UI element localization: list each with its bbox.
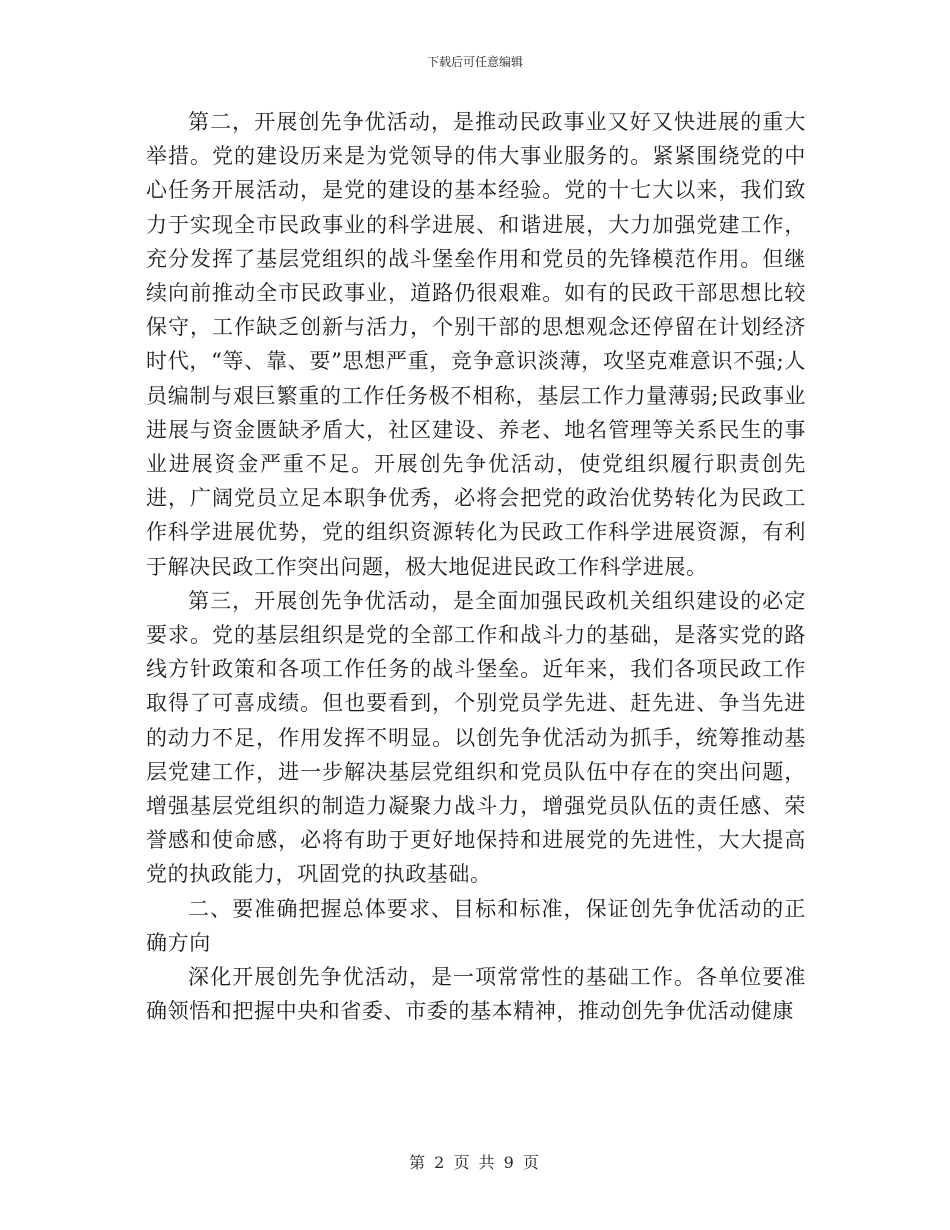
paragraph-second-point: 第二，开展创先争优活动，是推动民政事业又好又快进展的重大举措。党的建设历来是为党领导的伟大事业服务的。紧紧围绕党的中心任务开展活动，是党的建设的基本经验。党的十七大以来，我们致力于实现全市民政事业的科学进展、和谐进展，大力加强党建工作，充分发挥了基层党组织的战斗堡垒作用和党员的先锋模范作用。但继续向前推动全市民政事业，道路仍很艰难。如有的民政干部思想比较保守，工作缺乏创新与活力，个别干部的思想观念还停留在计划经济时代，“等、靠、要”思想严重，竞争意识淡薄，攻坚克难意识不强;人员编制与艰巨繁重的工作任务极不相称，基层工作力量薄弱;民政事业进展与资金匮缺矛盾大，社区建设、养老、地名管理等关系民生的事业进展资金严重不足。开展创先争优活动，使党组织履行职责创先进，广阔党员立足本职争优秀，必将会把党的政治优势转化为民政工作科学进展优势，党的组织资源转化为民政工作科学进展资源，有利于解决民政工作突出问题，极大地促进民政工作科学进展。 [146,110,806,579]
document-body [146,105,806,1028]
paragraph-section-two-intro: 深化开展创先争优活动，是一项常常性的基础工作。各单位要准确领悟和把握中央和省委、市委的基本精神，推动创先争优活动健康 [146,965,806,1024]
paragraph-third-point: 第三，开展创先争优活动，是全面加强民政机关组织建设的必定要求。党的基层组织是党的全部工作和战斗力的基础，是落实党的路线方针政策和各项工作任务的战斗堡垒。近年来，我们各项民政工作取得了可喜成绩。但也要看到，个别党员学先进、赶先进、争当先进的动力不足，作用发挥不明显。以创先争优活动为抓手，统筹推动基层党建工作，进一步解决基层党组织和党员队伍中存在的突出问题，增强基层党组织的制造力凝聚力战斗力，增强党员队伍的责任感、荣誉感和使命感，必将有助于更好地保持和进展党的先进性，大大提高党的执政能力，巩固党的执政基础。 [146,588,806,887]
section-heading-two: 二、要准确把握总体要求、目标和标准，保证创先争优活动的正确方向 [146,896,806,955]
page-header: 下载后可任意编辑 [426,55,523,69]
page-number-footer: 第 2 页 共 9 页 [409,1153,541,1172]
